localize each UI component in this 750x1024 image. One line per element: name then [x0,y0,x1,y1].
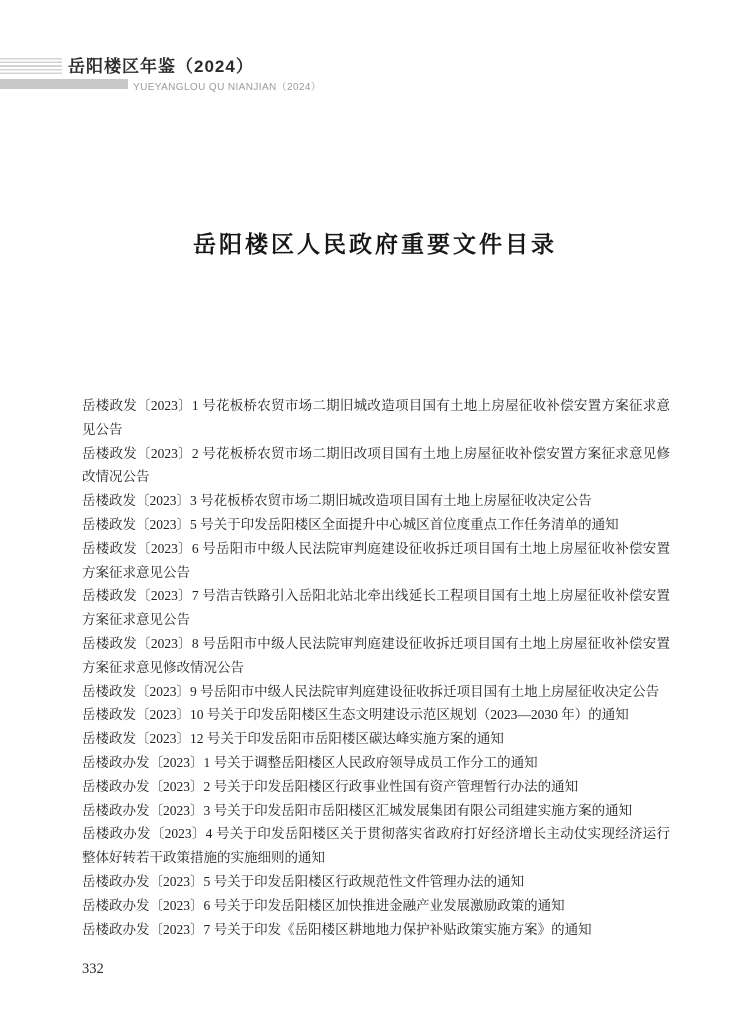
header-bar-decoration [0,79,128,89]
running-head-title-cn: 岳阳楼区年鉴（2024） [68,57,254,76]
document-entry: 岳楼政发〔2023〕9 号岳阳市中级人民法院审判庭建设征收拆迁项目国有土地上房屋征收决定公告 [82,683,660,699]
document-entry: 岳楼政发〔2023〕10 号关于印发岳阳楼区生态文明建设示范区规划（2023—2030 年）的通知 [82,707,629,723]
running-head-title-en: YUEYANGLOU QU NIANJIAN（2024） [133,82,322,93]
document-entry: 岳楼政发〔2023〕5 号关于印发岳阳楼区全面提升中心城区首位度重点工作任务清单的通知 [82,516,619,532]
document-entry: 岳楼政发〔2023〕6 号岳阳市中级人民法院审判庭建设征收拆迁项目国有土地上房屋征收补偿安置方案征求意见公告 [82,540,670,580]
page-title: 岳阳楼区人民政府重要文件目录 [193,232,557,257]
page-number: 332 [82,961,104,977]
document-entry: 岳楼政办发〔2023〕1 号关于调整岳阳楼区人民政府领导成员工作分工的通知 [82,754,538,770]
document-entry: 岳楼政发〔2023〕8 号岳阳市中级人民法院审判庭建设征收拆迁项目国有土地上房屋征收补偿安置方案征求意见修改情况公告 [82,635,670,675]
document-entry: 岳楼政发〔2023〕1 号花板桥农贸市场二期旧城改造项目国有土地上房屋征收补偿安置方案征求意见公告 [82,398,670,437]
document-entry: 岳楼政办发〔2023〕4 号关于印发岳阳楼区关于贯彻落实省政府打好经济增长主动仗实现经济运行整体好转若干政策措施的实施细则的通知 [82,826,670,866]
document-list [82,394,670,941]
document-entry: 岳楼政办发〔2023〕3 号关于印发岳阳市岳阳楼区汇城发展集团有限公司组建实施方案的通知 [82,802,633,818]
document-entry: 岳楼政发〔2023〕7 号浩吉铁路引入岳阳北站北牵出线延长工程项目国有土地上房屋征收补偿安置方案征求意见公告 [82,588,670,628]
document-entry: 岳楼政发〔2023〕12 号关于印发岳阳市岳阳楼区碳达峰实施方案的通知 [82,731,504,747]
header-stripes-decoration [0,58,62,75]
document-entry: 岳楼政办发〔2023〕5 号关于印发岳阳楼区行政规范性文件管理办法的通知 [82,873,525,889]
document-entry: 岳楼政发〔2023〕3 号花板桥农贸市场二期旧城改造项目国有土地上房屋征收决定公告 [82,493,592,509]
document-entry: 岳楼政办发〔2023〕7 号关于印发《岳阳楼区耕地地力保护补贴政策实施方案》的通知 [82,921,592,937]
document-entry: 岳楼政办发〔2023〕6 号关于印发岳阳楼区加快推进金融产业发展激励政策的通知 [82,897,565,913]
document-entry: 岳楼政发〔2023〕2 号花板桥农贸市场二期旧改项目国有土地上房屋征收补偿安置方案征求意见修改情况公告 [82,445,670,485]
document-entry: 岳楼政办发〔2023〕2 号关于印发岳阳楼区行政事业性国有资产管理暂行办法的通知 [82,778,579,794]
